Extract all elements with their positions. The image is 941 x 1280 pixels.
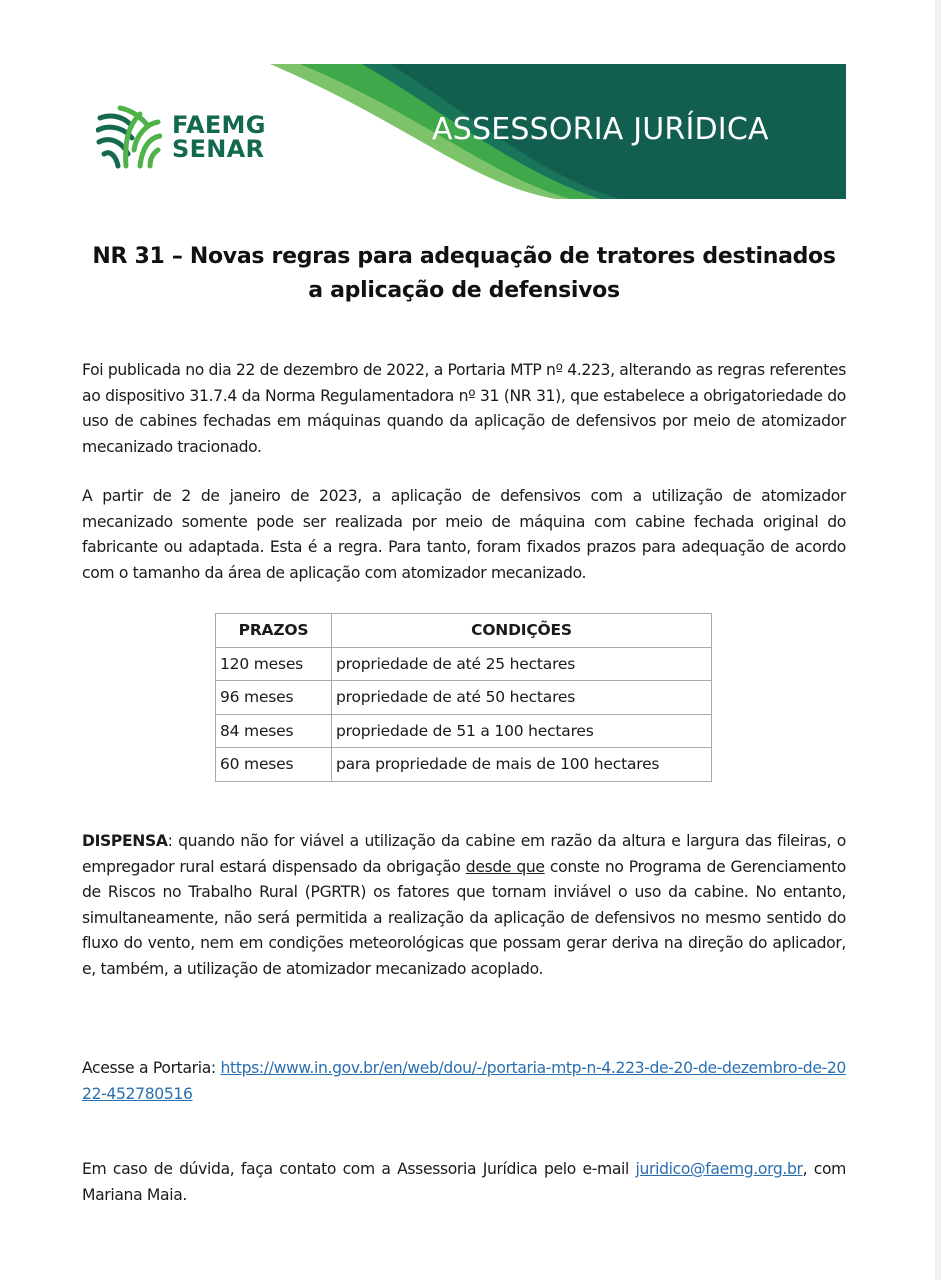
faemg-senar-logo [96, 104, 266, 170]
logo-line-senar: SENAR [172, 135, 265, 163]
logo-wordmark [172, 113, 266, 161]
cell-condicao: propriedade de até 50 hectares [332, 681, 712, 715]
portaria-link-prefix: Acesse a Portaria: [82, 1059, 221, 1077]
contact-prefix: Em caso de dúvida, faça contato com a Assessoria Jurídica pelo e-mail [82, 1160, 636, 1178]
dispensa-text-part1: : quando não for viável a utilização da cabine em razão da altura e largura das fileiras, o empregador rural estará dispensado da obrigação [82, 832, 846, 876]
document-title: NR 31 – Novas regras para adequação de tratores destinados a aplicação de defensivos [92, 244, 836, 303]
cell-condicao: para propriedade de mais de 100 hectares [332, 748, 712, 782]
table-header-row [216, 614, 712, 648]
dispensa-text-part2: conste no Programa de Gerenciamento de Riscos no Trabalho Rural (PGRTR) os fatores que tornam inviável o uso da cabine. No entanto, simultaneamente, não será permitida a realização da aplicação de defensivos no mesmo sentido do fluxo do vento, nem em condições meteorológicas que possam gerar deriva na direção do aplicador, e, também, a utilização de atomizador mecanizado acoplado. [82, 857, 846, 978]
paragraph-rule: A partir de 2 de janeiro de 2023, a aplicação de defensivos com a utilização de atomizador mecanizado somente pode ser realizada por meio de máquina com cabine fechada original do fabricante ou adaptada. Esta é a regra. Para tanto, foram fixados prazos para adequação de acordo com o tamanho da área de aplicação com atomizador mecanizado. [82, 487, 846, 582]
paragraph-portaria-link [82, 1056, 846, 1107]
cell-prazo: 60 meses [216, 748, 332, 782]
cell-prazo: 84 meses [216, 714, 332, 748]
paragraph-contact [82, 1157, 846, 1208]
banner-title: ASSESSORIA JURÍDICA [432, 112, 769, 147]
cell-prazo: 120 meses [216, 647, 332, 681]
dispensa-underlined-text: desde que [465, 857, 545, 876]
table-row [216, 748, 712, 782]
table-row [216, 647, 712, 681]
email-link[interactable]: juridico@faemg.org.br [635, 1160, 803, 1178]
document-header [0, 0, 941, 215]
paragraph-dispensa [82, 829, 846, 983]
paragraph-publication: Foi publicada no dia 22 de dezembro de 2022, a Portaria MTP nº 4.223, alterando as regras referentes ao dispositivo 31.7.4 da Norma Regulamentadora nº 31 (NR 31), que estabelece a obrigatoriedade do uso de cabines fechadas em máquinas quando da aplicação de defensivos por meio de atomizador mecanizado tracionado. [82, 361, 847, 456]
dispensa-label: DISPENSA [82, 832, 168, 850]
portaria-link[interactable]: https://www.in.gov.br/en/web/dou/-/portaria-mtp-n-4.223-de-20-de-dezembro-de-2022-452780516 [82, 1059, 846, 1103]
column-header-prazos: PRAZOS [216, 614, 332, 648]
contact-suffix: , com Mariana Maia. [82, 1160, 847, 1204]
wheat-field-logo-icon [96, 104, 162, 170]
cell-condicao: propriedade de 51 a 100 hectares [332, 714, 712, 748]
table-row [216, 681, 712, 715]
deadlines-table [215, 613, 712, 782]
column-header-condicoes: CONDIÇÕES [332, 614, 712, 648]
logo-line-faemg: FAEMG [172, 111, 266, 139]
table-row [216, 714, 712, 748]
cell-condicao: propriedade de até 25 hectares [332, 647, 712, 681]
cell-prazo: 96 meses [216, 681, 332, 715]
